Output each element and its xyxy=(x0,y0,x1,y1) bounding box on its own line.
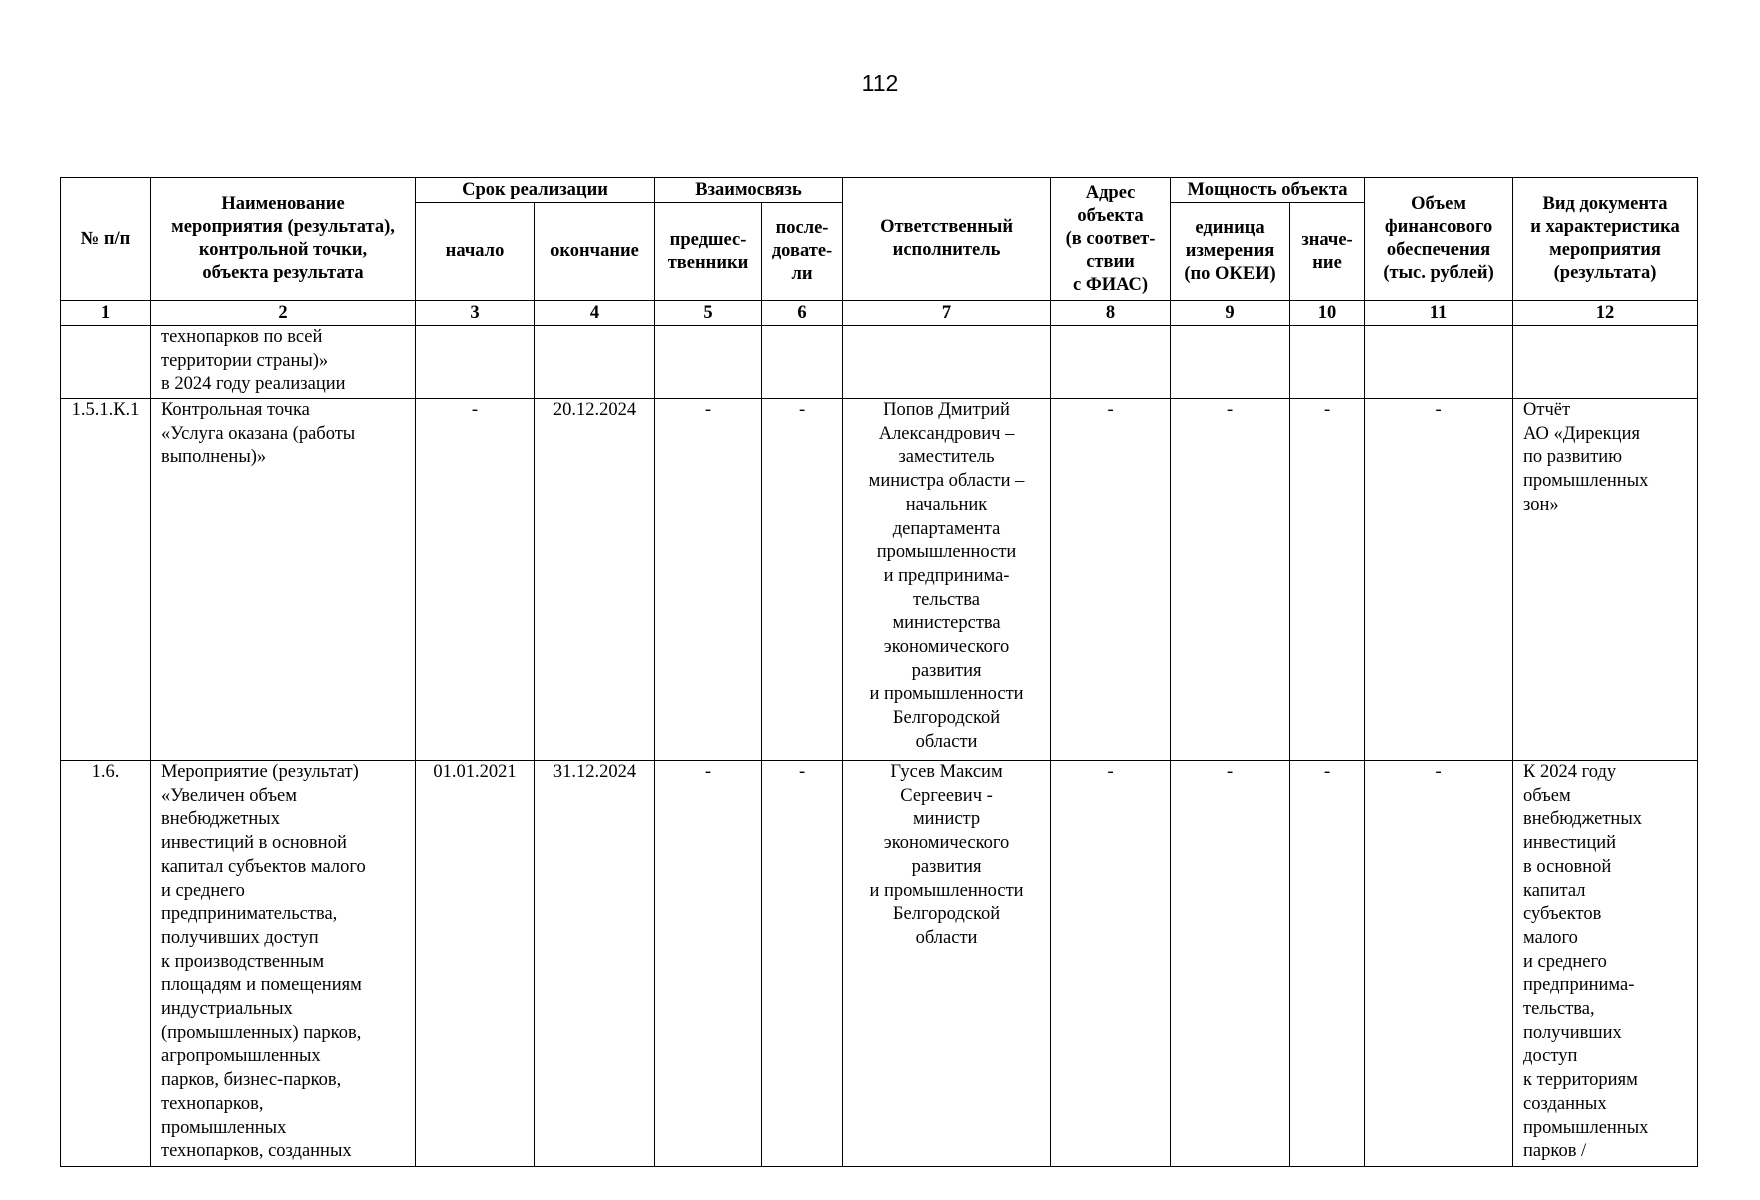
row-document: К 2024 году объем внебюджетных инвестиций в основной капитал субъектов малого и среднего предпринима- тельства, получивших доступ к территориям созданных промышленных парков / xyxy=(1513,761,1698,1167)
table-row xyxy=(61,326,1698,399)
row-name: Контрольная точка «Услуга оказана (работы выполнены)» xyxy=(151,399,416,761)
header-unit: единица измерения (по ОКЕИ) xyxy=(1171,203,1290,301)
row-document: Отчёт АО «Дирекция по развитию промышленных зон» xyxy=(1513,399,1698,761)
col-number: 7 xyxy=(843,301,1051,326)
header-start: начало xyxy=(416,203,535,301)
table-row xyxy=(61,399,1698,761)
col-number: 4 xyxy=(535,301,655,326)
column-numbers-row xyxy=(61,301,1698,326)
header-row-1 xyxy=(61,178,1698,203)
events-table xyxy=(60,177,1698,1167)
col-number: 2 xyxy=(151,301,416,326)
row-financing: - xyxy=(1365,399,1513,761)
row-unit xyxy=(1171,326,1290,399)
header-address: Адрес объекта (в соответ- ствии с ФИАС) xyxy=(1051,178,1171,301)
row-responsible: Попов Дмитрий Александрович – заместитель министра области – начальник департамента промышленности и предпринима- тельства министерства экономического развития и промышленности Белгородской области xyxy=(843,399,1051,761)
row-num xyxy=(61,326,151,399)
col-number: 5 xyxy=(655,301,762,326)
col-number: 11 xyxy=(1365,301,1513,326)
row-end xyxy=(535,326,655,399)
row-end: 31.12.2024 xyxy=(535,761,655,1167)
row-responsible: Гусев Максим Сергеевич - министр экономического развития и промышленности Белгородской области xyxy=(843,761,1051,1167)
table-row xyxy=(61,761,1698,1167)
row-predecessors: - xyxy=(655,399,762,761)
row-name: технопарков по всей территории страны)» в 2024 году реализации xyxy=(151,326,416,399)
header-predecessors: предшес- твенники xyxy=(655,203,762,301)
row-responsible xyxy=(843,326,1051,399)
row-successors xyxy=(762,326,843,399)
header-end: окончание xyxy=(535,203,655,301)
row-unit: - xyxy=(1171,761,1290,1167)
row-unit: - xyxy=(1171,399,1290,761)
header-successors: после- довате- ли xyxy=(762,203,843,301)
row-name: Мероприятие (результат) «Увеличен объем внебюджетных инвестиций в основной капитал субъектов малого и среднего предпринимательства, получивших доступ к производственным площадям и помещениям индустриальных (промышленных) парков, агропромышленных парков, бизнес-парков, технопарков, промышленных технопарков, созданных xyxy=(151,761,416,1167)
row-value xyxy=(1290,326,1365,399)
header-num: № п/п xyxy=(61,178,151,301)
row-value: - xyxy=(1290,761,1365,1167)
col-number: 8 xyxy=(1051,301,1171,326)
row-predecessors: - xyxy=(655,761,762,1167)
row-start xyxy=(416,326,535,399)
row-successors: - xyxy=(762,399,843,761)
header-document: Вид документа и характеристика мероприятия (результата) xyxy=(1513,178,1698,301)
row-start: 01.01.2021 xyxy=(416,761,535,1167)
col-number: 1 xyxy=(61,301,151,326)
header-period: Срок реализации xyxy=(416,178,655,203)
page-number: 112 xyxy=(861,70,899,96)
header-value: значе- ние xyxy=(1290,203,1365,301)
row-value: - xyxy=(1290,399,1365,761)
row-address xyxy=(1051,326,1171,399)
row-financing: - xyxy=(1365,761,1513,1167)
col-number: 3 xyxy=(416,301,535,326)
row-end: 20.12.2024 xyxy=(535,399,655,761)
col-number: 10 xyxy=(1290,301,1365,326)
row-address: - xyxy=(1051,399,1171,761)
header-capacity: Мощность объекта xyxy=(1171,178,1365,203)
row-num: 1.5.1.К.1 xyxy=(61,399,151,761)
row-address: - xyxy=(1051,761,1171,1167)
row-successors: - xyxy=(762,761,843,1167)
header-name: Наименование мероприятия (результата), контрольной точки, объекта результата xyxy=(151,178,416,301)
col-number: 6 xyxy=(762,301,843,326)
row-start: - xyxy=(416,399,535,761)
header-relation: Взаимосвязь xyxy=(655,178,843,203)
header-responsible: Ответственный исполнитель xyxy=(843,178,1051,301)
row-document xyxy=(1513,326,1698,399)
row-financing xyxy=(1365,326,1513,399)
row-predecessors xyxy=(655,326,762,399)
col-number: 12 xyxy=(1513,301,1698,326)
row-num: 1.6. xyxy=(61,761,151,1167)
header-financing: Объем финансового обеспечения (тыс. рублей) xyxy=(1365,178,1513,301)
col-number: 9 xyxy=(1171,301,1290,326)
